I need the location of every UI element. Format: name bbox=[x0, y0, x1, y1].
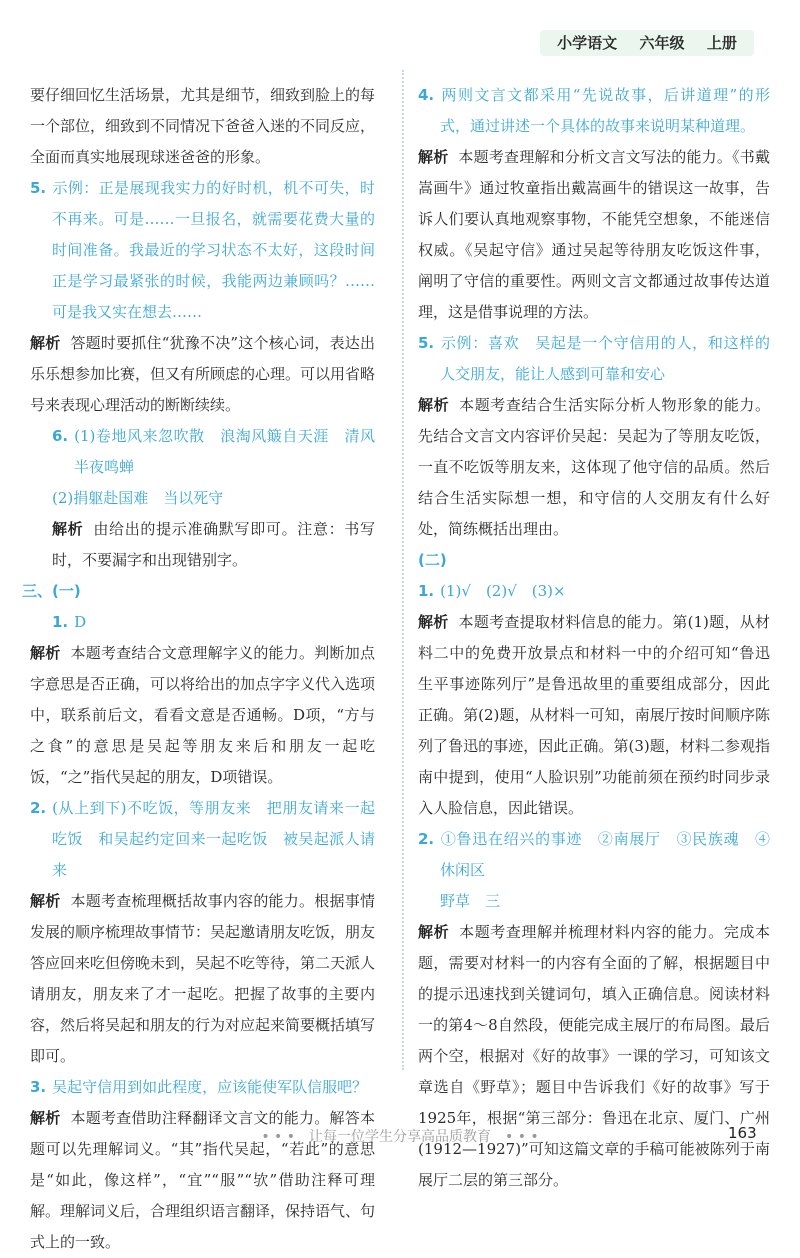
analysis-s5: 解析 本题考查结合生活实际分析人物形象的能力。先结合文言文内容评价吴起：吴起为了等朋友吃饭，一直不吃饭等朋友来，这体现了他守信的品质。然后结合生活实际想一想，和守信的人交朋友有什么好处，简练概括出理由。 bbox=[418, 396, 770, 538]
answer-t2: 2. ①鲁迅在绍兴的事迹 ②南展厅 ③民族魂 ④休闲区 bbox=[418, 830, 770, 879]
book-header-tab bbox=[540, 30, 754, 56]
analysis-s3: 解析 本题考查借助注释翻译文言文的能力。解答本题可以先理解词义。“其”指代吴起，“若此”的意思是“如此，像这样”，“宜”“服”“欤”借助注释可理解。理解词义后，合理组织语言翻译，保持语气、句式上的一致。 bbox=[30, 1109, 376, 1251]
subject-label: 小学语文 bbox=[557, 34, 618, 52]
answer-s4: 4. 两则文言文都采用“先说故事，后讲道理”的形式，通过讲述一个具体的故事来说明某种道理。 bbox=[418, 86, 770, 135]
answer-s5: 5. 示例：喜欢 吴起是一个守信用的人，和这样的人交朋友，能让人感到可靠和安心 bbox=[418, 334, 770, 383]
answer-q6-1: 6. (1)卷地风来忽吹散 浪淘风簸自天涯 清风半夜鸣蝉 bbox=[52, 427, 375, 476]
answer-t2-line2: 野草 三 bbox=[440, 892, 501, 910]
answer-s3: 3. 吴起守信用到如此程度，应该能使军队信服吧？ bbox=[30, 1078, 368, 1096]
column-divider bbox=[402, 70, 404, 1070]
volume-label: 上册 bbox=[706, 34, 737, 52]
analysis-s2: 解析 本题考查梳理概括故事内容的能力。根据事情发展的顺序梳理故事情节：吴起邀请朋友吃饭，朋友答应回来吃但傍晚未到，吴起不吃等待，第二天派人请朋友，朋友来了才一起吃。把握了故事的主要内容，然后将吴起和朋友的行为对应起来简要概括填写即可。 bbox=[30, 892, 376, 1065]
continued-paragraph: 要仔细回忆生活场景，尤其是细节，细致到脸上的每一个部位，细致到不同情况下爸爸入迷的不同反应，全面而真实地展现球迷爸爸的形象。 bbox=[30, 86, 376, 166]
answer-q6-2: (2)捐躯赴国难 当以死守 bbox=[52, 489, 224, 507]
answer-s1: 1. D bbox=[52, 613, 87, 631]
answer-s2: 2. (从上到下)不吃饭，等朋友来 把朋友请来一起吃饭 和吴起约定回来一起吃饭 被吴起派人请来 bbox=[30, 799, 375, 879]
analysis-t2: 解析 本题考查理解并梳理材料内容的能力。完成本题，需要对材料一的内容有全面的了解，根据题目中的提示迅速找到关键词句，填入正确信息。阅读材料一的第4～8自然段，便能完成主展厅的布局图。最后两个空，根据对《好的故事》一课的学习，可知该文章选自《野草》；题目中告诉我们《好的故事》写于1925年，根据“第三部分：鲁迅在北京、厦门、广州(1912—1927)”可知这篇文章的手稿可能被陈列于南展厅二层的第三部分。 bbox=[418, 923, 770, 1189]
section-2-heading: (二) bbox=[418, 551, 447, 569]
grade-label: 六年级 bbox=[639, 34, 685, 52]
answer-q5: 5. 示例：正是展现我实力的好时机，机不可失，时不再来。可是……一旦报名，就需要花费大量的时间准备。我最近的学习状态不太好，这段时间正是学习最紧张的时候，我能两边兼顾吗？……可是我又实在想去…… bbox=[30, 179, 375, 321]
analysis-q5: 解析 答题时要抓住“犹豫不决”这个核心词，表达出乐乐想参加比赛，但又有所顾虑的心理。可以用省略号来表现心理活动的断断续续。 bbox=[30, 334, 376, 414]
analysis-s4: 解析 本题考查理解和分析文言文写法的能力。《书戴嵩画牛》通过牧童指出戴嵩画牛的错误这一故事，告诉人们要认真地观察事物，不能凭空想象，不能迷信权威。《吴起守信》通过吴起等待朋友吃饭这件事，阐明了守信的重要性。两则文言文都通过故事传达道理，这是借事说理的方法。 bbox=[418, 148, 770, 321]
analysis-q6: 解析 由给出的提示准确默写即可。注意：书写时，不要漏字和出现错别字。 bbox=[52, 520, 375, 569]
section-3-heading: 三、(一) bbox=[22, 582, 81, 600]
page-number: 163 bbox=[728, 1124, 757, 1142]
answer-t1: 1. (1)√ (2)√ (3)× bbox=[418, 582, 566, 600]
footer-slogan: • • • 让每一位学生分享高品质教育 • • • bbox=[261, 1129, 539, 1145]
right-column bbox=[418, 80, 770, 1196]
left-column bbox=[22, 80, 376, 1258]
analysis-s1: 解析 本题考查结合文意理解字义的能力。判断加点字意思是否正确，可以将给出的加点字字义代入选项中，联系前后文，看看文意是否通畅。D项，“方与之食”的意思是吴起等朋友来后和朋友一起吃饭，“之”指代吴起的朋友，D项错误。 bbox=[30, 644, 376, 786]
analysis-t1: 解析 本题考查提取材料信息的能力。第(1)题，从材料二中的免费开放景点和材料一中的介绍可知“鲁迅生平事迹陈列厅”是鲁迅故里的重要组成部分，因此正确。第(2)题，从材料一可知，南展厅按时间顺序陈列了鲁迅的事迹，因此正确。第(3)题，材料二参观指南中提到，使用“人脸识别”功能前须在预约时同步录入人脸信息，因此错误。 bbox=[418, 613, 770, 817]
